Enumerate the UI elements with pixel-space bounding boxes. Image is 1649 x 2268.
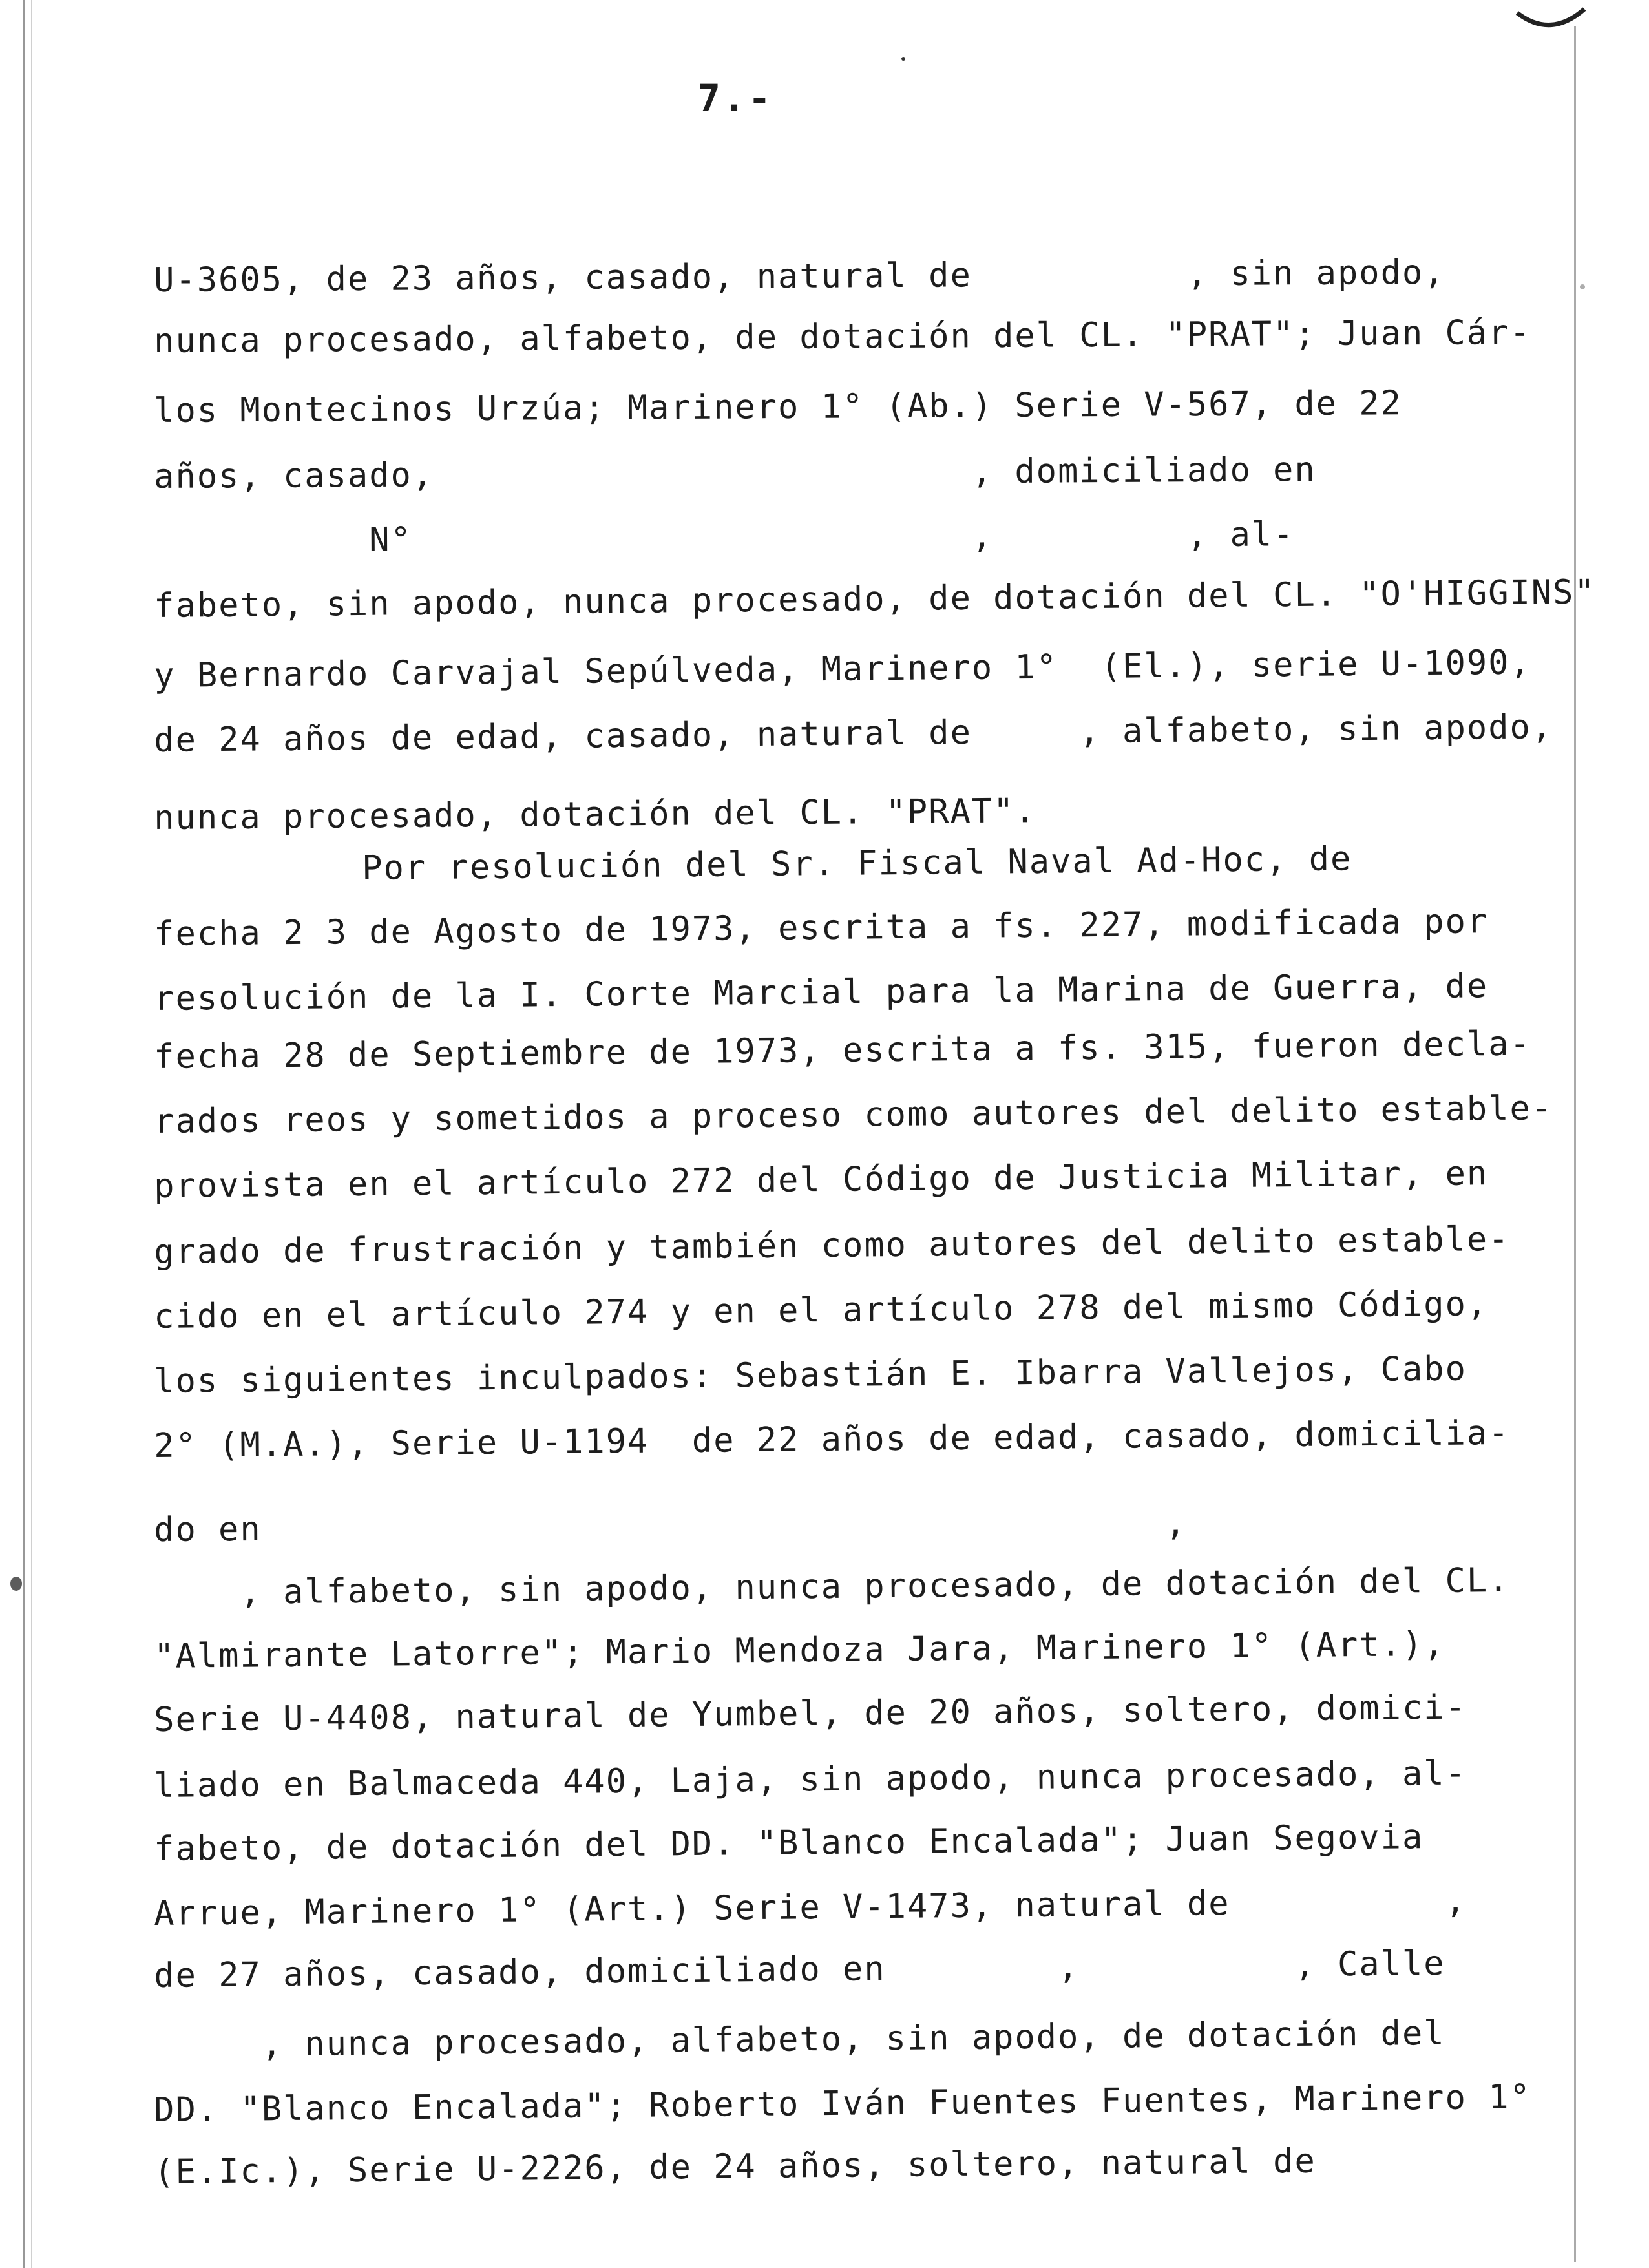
text-line: DD. "Blanco Encalada"; Roberto Iván Fuentes Fuentes, Marinero 1° (153, 2077, 1532, 2130)
text-line: , alfabeto, sin apodo, nunca procesado, de dotación del CL. (153, 1560, 1510, 1613)
text-line: de 24 años de edad, casado, natural de , alfabeto, sin apodo, (153, 708, 1553, 760)
text-line: resolución de la I. Corte Marcial para la Marina de Guerra, de (153, 967, 1489, 1018)
text-line: fabeto, sin apodo, nunca procesado, de dotación del CL. "O'HIGGINS" (153, 572, 1596, 625)
text-line: 2° (M.A.), Serie U-1194 de 22 años de edad, casado, domicilia- (153, 1413, 1510, 1465)
text-line: los siguientes inculpados: Sebastián E. Ibarra Vallejos, Cabo (153, 1349, 1467, 1401)
text-line: nunca procesado, dotación del CL. "PRAT". (153, 792, 1036, 837)
scan-speck (901, 57, 905, 61)
text-line: provista en el artículo 272 del Código de Justicia Militar, en (153, 1154, 1489, 1206)
text-line: rados reos y sometidos a proceso como autores del delito estable- (153, 1089, 1553, 1141)
scan-speck (1580, 284, 1585, 289)
corner-curl-mark (1512, 0, 1590, 39)
text-line: años, casado, , domiciliado en (153, 450, 1316, 496)
scan-edge-left-inner (31, 0, 32, 2268)
text-line: liado en Balmaceda 440, Laja, sin apodo, nunca procesado, al- (153, 1754, 1467, 1805)
text-line: cido en el artículo 274 y en el artículo 278 del mismo Código, (153, 1285, 1489, 1336)
text-line: Arrue, Marinero 1° (Art.) Serie V-1473, natural de , (153, 1882, 1467, 1933)
text-line: , nunca procesado, alfabeto, sin apodo, de dotación del (153, 2013, 1445, 2065)
text-line: do en , (153, 1504, 1188, 1549)
text-line: U-3605, de 23 años, casado, natural de , sin apodo, (153, 253, 1445, 300)
text-line: Por resolución del Sr. Fiscal Naval Ad-Hoc, de (361, 839, 1352, 888)
text-line: Serie U-4408, natural de Yumbel, de 20 años, soltero, domici- (153, 1688, 1467, 1739)
text-line: y Bernardo Carvajal Sepúlveda, Marinero 1° (El.), serie U-1090, (153, 643, 1532, 695)
text-line: (E.Ic.), Serie U-2226, de 24 años, soltero, natural de (153, 2141, 1317, 2192)
scan-edge-left (23, 0, 25, 2268)
text-line: nunca procesado, alfabeto, de dotación del CL. "PRAT"; Juan Cár- (153, 313, 1531, 361)
text-line: grado de frustración y también como autores del delito estable- (153, 1219, 1510, 1272)
text-line: fabeto, de dotación del DD. "Blanco Encalada"; Juan Segovia (153, 1818, 1424, 1869)
text-line: de 27 años, casado, domiciliado en , , Calle (153, 1944, 1445, 1995)
scan-speck (10, 1577, 22, 1591)
text-line: los Montecinos Urzúa; Marinero 1° (Ab.) Serie V-567, de 22 (153, 384, 1403, 430)
text-line: N° , , al- (153, 515, 1295, 561)
text-line: "Almirante Latorre"; Mario Mendoza Jara, Marinero 1° (Art.), (153, 1624, 1445, 1676)
scan-edge-right (1574, 26, 1576, 2262)
page-number: 7.- (698, 76, 773, 120)
text-line: fecha 2 3 de Agosto de 1973, escrita a fs. 227, modificada por (153, 902, 1489, 954)
text-line: fecha 28 de Septiembre de 1973, escrita a fs. 315, fueron decla- (153, 1024, 1532, 1076)
